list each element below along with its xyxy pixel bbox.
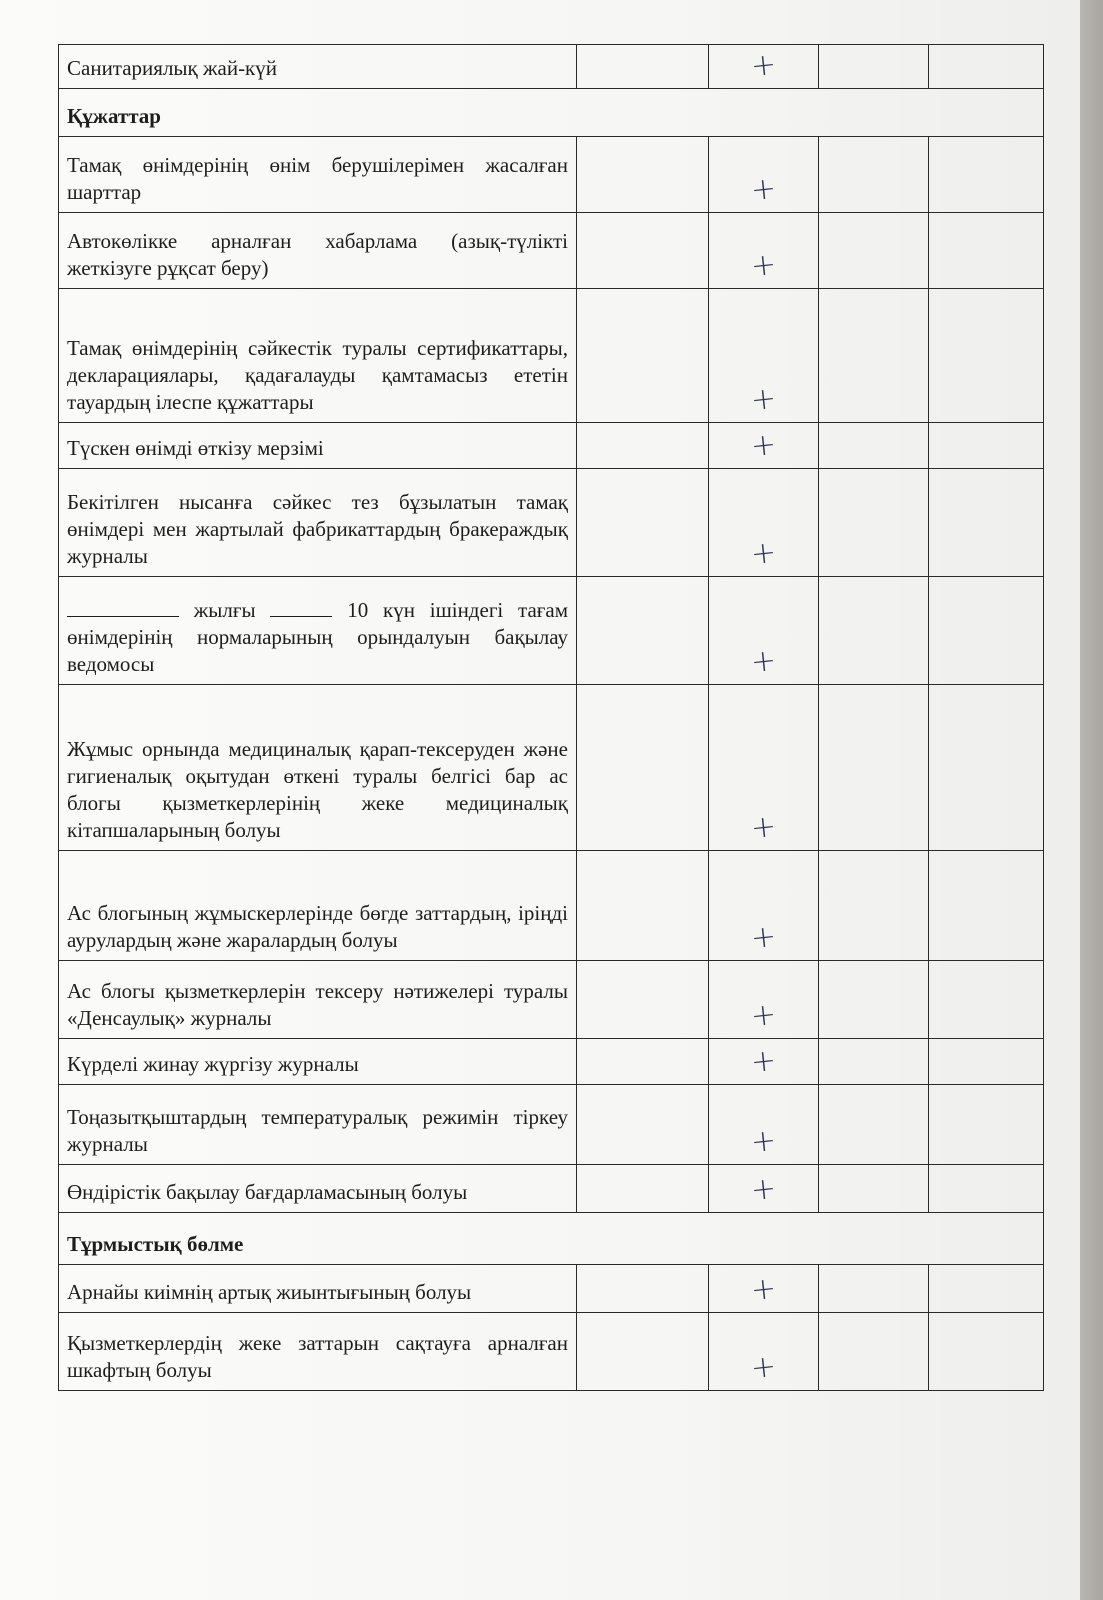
check-cell[interactable] <box>709 1085 819 1165</box>
empty-cell <box>929 1165 1044 1213</box>
empty-cell <box>929 1039 1044 1085</box>
row-label: Автокөлікке арналған хабарлама (азық-түлікті жеткізуге рұқсат беру) <box>59 213 577 289</box>
empty-cell <box>577 423 709 469</box>
empty-cell <box>819 577 929 685</box>
table-row <box>59 469 1044 577</box>
empty-cell <box>577 1085 709 1165</box>
row-label: Қызметкерлердің жеке заттарын сақтауға арналған шкафтың болуы <box>59 1313 577 1391</box>
check-cell[interactable] <box>709 469 819 577</box>
row-label <box>59 577 577 685</box>
row-label: Тамақ өнімдерінің сәйкестік туралы сертификаттары, декларациялары, қадағалауды қамтамасыз ететін тауардың ілеспе құжаттары <box>59 289 577 423</box>
empty-cell <box>819 851 929 961</box>
empty-cell <box>577 1265 709 1313</box>
plus-mark-icon: + <box>749 918 778 957</box>
empty-cell <box>929 423 1044 469</box>
row-label: Ас блогы қызметкерлерін тексеру нәтижелері туралы «Денсаулық» журналы <box>59 961 577 1039</box>
table-row <box>59 45 1044 89</box>
plus-mark-icon: + <box>749 1170 778 1209</box>
check-cell[interactable] <box>709 1165 819 1213</box>
row-label: Түскен өнімді өткізу мерзімі <box>59 423 577 469</box>
empty-cell <box>929 577 1044 685</box>
empty-cell <box>929 1265 1044 1313</box>
table-row <box>59 851 1044 961</box>
empty-cell <box>929 685 1044 851</box>
empty-cell <box>577 961 709 1039</box>
table-row <box>59 213 1044 289</box>
table-row <box>59 423 1044 469</box>
empty-cell <box>577 1165 709 1213</box>
row-label: Ас блогының жұмыскерлерінде бөгде заттардың, іріңді аурулардың және жаралардың болуы <box>59 851 577 961</box>
table-row <box>59 137 1044 213</box>
plus-mark-icon: + <box>749 996 778 1035</box>
check-cell[interactable] <box>709 685 819 851</box>
table-row <box>59 1265 1044 1313</box>
empty-cell <box>929 213 1044 289</box>
table-row <box>59 685 1044 851</box>
plus-mark-icon: + <box>749 808 778 847</box>
empty-cell <box>929 961 1044 1039</box>
plus-mark-icon: + <box>749 380 778 419</box>
table-row <box>59 1085 1044 1165</box>
row-label-text: Тоңазытқыштардың температуралық режимін тіркеу журналы <box>67 1105 568 1156</box>
plus-mark-icon: + <box>749 534 778 573</box>
empty-cell <box>577 577 709 685</box>
row-label: Арнайы киімнің артық жиынтығының болуы <box>59 1265 577 1313</box>
empty-cell <box>819 1313 929 1391</box>
empty-cell <box>929 469 1044 577</box>
empty-cell <box>577 685 709 851</box>
check-cell[interactable] <box>709 851 819 961</box>
empty-cell <box>577 1039 709 1085</box>
plus-mark-icon: + <box>749 426 778 465</box>
empty-cell <box>819 685 929 851</box>
empty-cell <box>577 289 709 423</box>
plus-mark-icon: + <box>749 1270 778 1309</box>
row-label: Жұмыс орнында медициналық қарап-тексеруден және гигиеналық оқытудан өткені туралы белгісі бар ас блогы қызметкерлерінің жеке медициналық кітапшаларының болуы <box>59 685 577 851</box>
plus-mark-icon: + <box>749 1348 778 1387</box>
row-label-part: 10 күн ішіндегі тағам өнімдерінің нормаларының орындалуын бақылау ведомосы <box>67 598 569 676</box>
check-cell[interactable] <box>709 1039 819 1085</box>
empty-cell <box>819 213 929 289</box>
check-cell[interactable] <box>709 289 819 423</box>
empty-cell <box>819 423 929 469</box>
table-row <box>59 961 1044 1039</box>
plus-mark-icon: + <box>749 46 778 85</box>
empty-cell <box>819 1165 929 1213</box>
empty-cell <box>929 1313 1044 1391</box>
empty-cell <box>929 1085 1044 1165</box>
check-cell[interactable] <box>709 577 819 685</box>
empty-cell <box>819 1039 929 1085</box>
empty-cell <box>929 851 1044 961</box>
table-row <box>59 577 1044 685</box>
blank-month-line <box>270 598 332 617</box>
table-row <box>59 1313 1044 1391</box>
section-title: Тұрмыстық бөлме <box>59 1213 1044 1265</box>
empty-cell <box>929 289 1044 423</box>
check-cell[interactable] <box>709 1265 819 1313</box>
plus-mark-icon: + <box>749 1042 778 1081</box>
check-cell[interactable] <box>709 961 819 1039</box>
empty-cell <box>577 469 709 577</box>
empty-cell <box>819 469 929 577</box>
plus-mark-icon: + <box>749 1122 778 1161</box>
empty-cell <box>577 851 709 961</box>
table-row <box>59 289 1044 423</box>
plus-mark-icon: + <box>749 170 778 209</box>
plus-mark-icon: + <box>749 246 778 285</box>
row-label-part: жылғы <box>193 598 256 622</box>
table-row <box>59 1165 1044 1213</box>
row-label: Бекітілген нысанға сәйкес тез бұзылатын тамақ өнімдері мен жартылай фабрикаттардың бракераждық журналы <box>59 469 577 577</box>
empty-cell <box>577 1313 709 1391</box>
check-cell[interactable] <box>709 45 819 89</box>
row-label: Өндірістік бақылау бағдарламасының болуы <box>59 1165 577 1213</box>
empty-cell <box>929 45 1044 89</box>
check-cell[interactable] <box>709 213 819 289</box>
empty-cell <box>929 137 1044 213</box>
background-surface <box>1080 0 1103 1600</box>
blank-year-line <box>67 598 179 617</box>
check-cell[interactable] <box>709 137 819 213</box>
empty-cell <box>819 1085 929 1165</box>
section-row <box>59 89 1044 137</box>
empty-cell <box>577 213 709 289</box>
empty-cell <box>819 45 929 89</box>
row-label: Тамақ өнімдерінің өнім берушілерімен жасалған шарттар <box>59 137 577 213</box>
section-row <box>59 1213 1044 1265</box>
empty-cell <box>819 961 929 1039</box>
plus-mark-icon: + <box>749 642 778 681</box>
row-label: Санитариялық жай-күй <box>59 45 577 89</box>
section-title: Құжаттар <box>59 89 1044 137</box>
empty-cell <box>819 137 929 213</box>
checklist-table <box>58 44 1044 1391</box>
row-label: Күрделі жинау жүргізу журналы <box>59 1039 577 1085</box>
empty-cell <box>577 137 709 213</box>
empty-cell <box>819 289 929 423</box>
check-cell[interactable] <box>709 1313 819 1391</box>
row-label <box>59 1085 577 1165</box>
empty-cell <box>819 1265 929 1313</box>
check-cell[interactable] <box>709 423 819 469</box>
empty-cell <box>577 45 709 89</box>
table-row <box>59 1039 1044 1085</box>
